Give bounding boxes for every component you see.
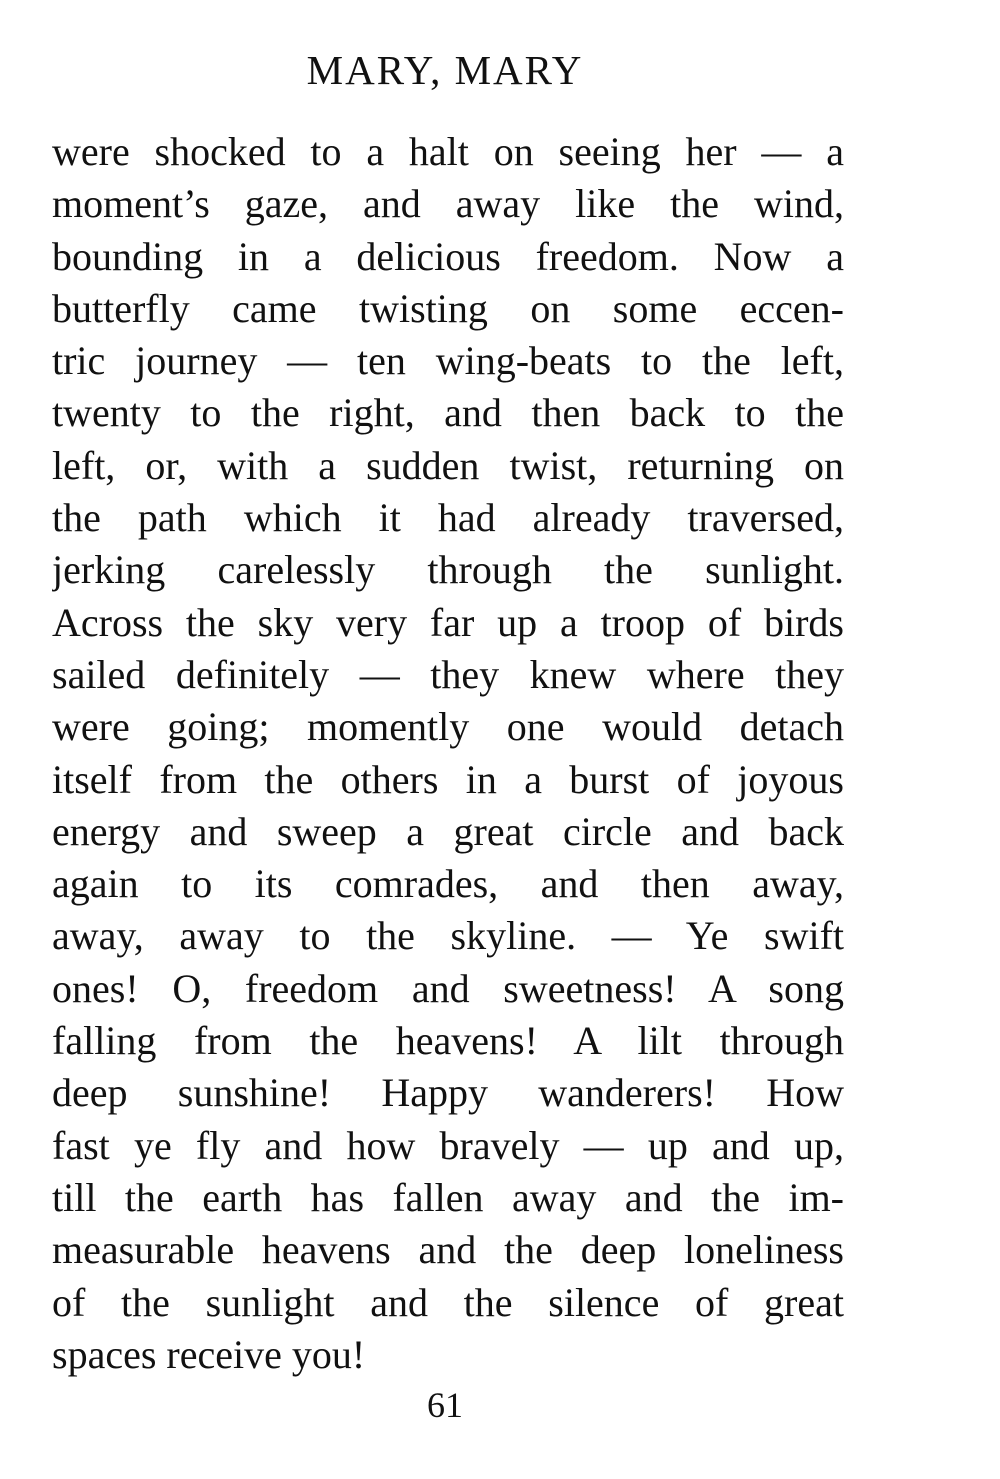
text-line: bounding in a delicious freedom. Now a <box>52 233 844 279</box>
text-line: till the earth has fallen away and the im- <box>52 1174 844 1220</box>
text-line: twenty to the right, and then back to the <box>52 390 844 436</box>
text-line: butterfly came twisting on some eccen- <box>52 285 844 331</box>
text-line: moment’s gaze, and away like the wind, <box>52 181 844 227</box>
body-text <box>52 126 844 1381</box>
text-line: jerking carelessly through the sunlight. <box>52 547 844 593</box>
text-line: Across the sky very far up a troop of birds <box>52 599 844 645</box>
text-line: deep sunshine! Happy wanderers! How <box>52 1070 844 1116</box>
text-line: were shocked to a halt on seeing her — a <box>52 129 844 174</box>
text-line: ones! O, freedom and sweetness! A song <box>52 965 844 1011</box>
text-line: again to its comrades, and then away, <box>52 861 844 907</box>
text-line: falling from the heavens! A lilt through <box>52 1018 844 1064</box>
text-line: energy and sweep a great circle and back <box>52 808 844 854</box>
text-line: spaces receive you! <box>52 1331 366 1377</box>
text-line: sailed definitely — they knew where they <box>52 651 844 697</box>
page-number: 61 <box>427 1385 463 1425</box>
text-line: left, or, with a sudden twist, returning on <box>52 442 844 488</box>
text-line: of the sunlight and the silence of great <box>52 1279 844 1325</box>
running-head: MARY, MARY <box>306 47 584 93</box>
text-line: tric journey — ten wing-beats to the left, <box>52 338 844 384</box>
text-line: measurable heavens and the deep loneliness <box>52 1227 844 1273</box>
text-line: were going; momently one would detach <box>52 704 844 750</box>
text-line: fast ye fly and how bravely — up and up, <box>52 1122 844 1168</box>
text-line: away, away to the skyline. — Ye swift <box>52 913 844 959</box>
text-line: the path which it had already traversed, <box>52 495 844 541</box>
text-line: itself from the others in a burst of joyous <box>52 756 844 802</box>
